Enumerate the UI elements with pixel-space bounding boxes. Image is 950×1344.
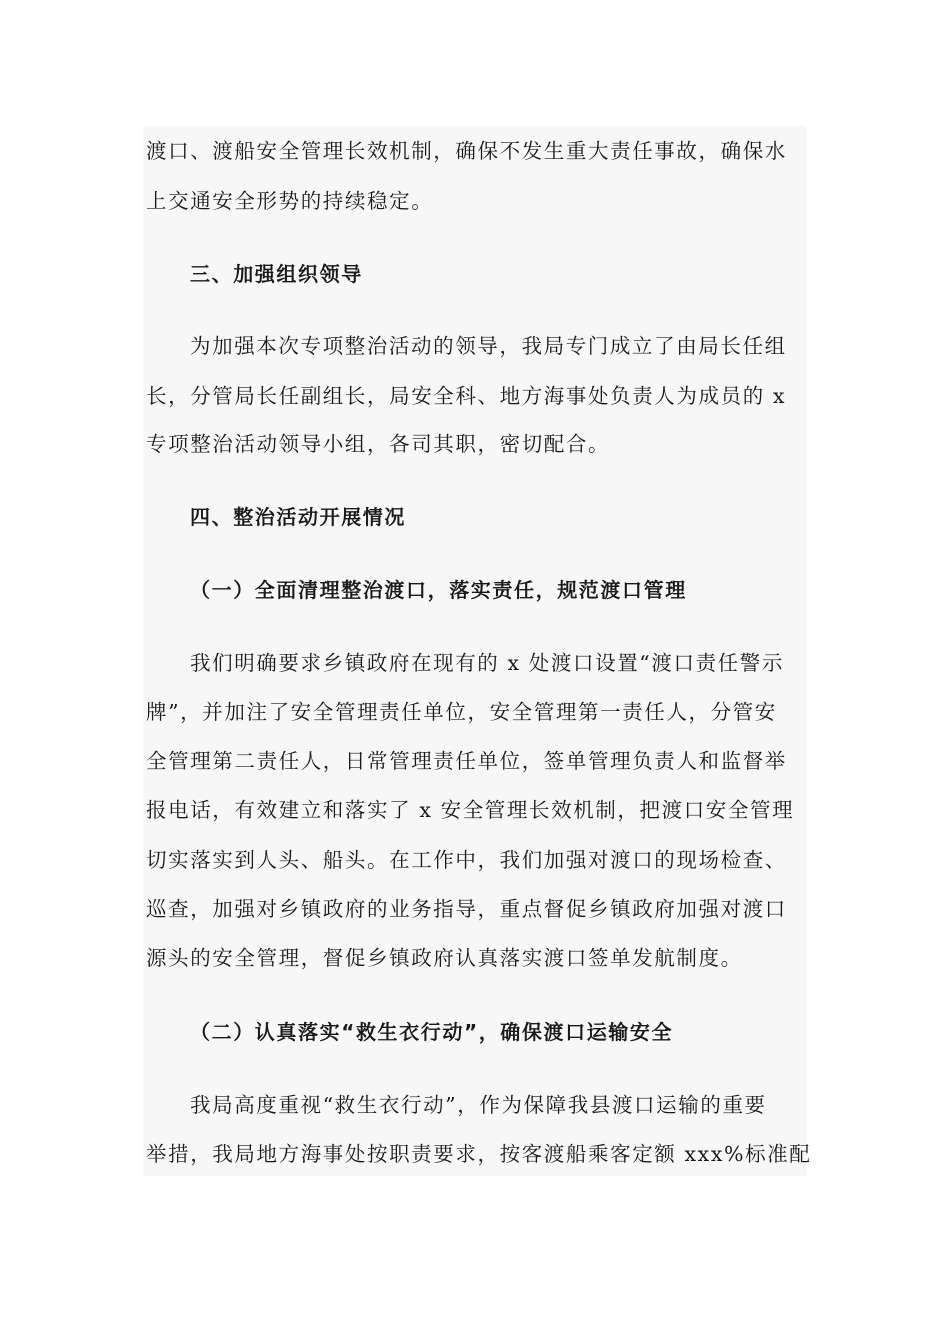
paragraph-line: 全管理第二责任人，日常管理责任单位，签单管理负责人和监督举 — [146, 749, 787, 773]
paragraph-line: 我们明确要求乡镇政府在现有的 x 处渡口设置“渡口责任警示 — [190, 651, 784, 675]
paragraph-line: 专项整治活动领导小组，各司其职，密切配合。 — [146, 432, 611, 456]
paragraph-line: 举措，我局地方海事处按职责要求，按客渡船乘客定额 xxx%标准配 — [146, 1142, 812, 1166]
paragraph-line: 巡查，加强对乡镇政府的业务指导，重点督促乡镇政府加强对渡口 — [146, 897, 787, 921]
section-heading: 四、整治活动开展情况 — [190, 505, 406, 529]
paragraph-line: 报电话，有效建立和落实了 x 安全管理长效机制，把渡口安全管理 — [146, 798, 795, 822]
subsection-heading: （二）认真落实“救生衣行动”，确保渡口运输安全 — [190, 1020, 674, 1044]
paragraph-line: 长，分管局长任副组长，局安全科、地方海事处负责人为成员的 x — [146, 384, 787, 408]
paragraph-line: 上交通安全形势的持续稳定。 — [146, 189, 434, 213]
paragraph-line: 我局高度重视“救生衣行动”，作为保障我县渡口运输的重要 — [190, 1093, 767, 1117]
paragraph-line: 牌”，并加注了安全管理责任单位，安全管理第一责任人，分管安 — [146, 700, 777, 724]
paragraph-line: 源头的安全管理，督促乡镇政府认真落实渡口签单发航制度。 — [146, 946, 743, 970]
paragraph-line: 切实落实到人头、船头。在工作中，我们加强对渡口的现场检查、 — [146, 848, 787, 872]
paragraph-line: 为加强本次专项整治活动的领导，我局专门成立了由局长任组 — [190, 334, 787, 358]
paragraph-line: 渡口、渡船安全管理长效机制，确保不发生重大责任事故，确保水 — [146, 139, 787, 163]
subsection-heading: （一）全面清理整治渡口，落实责任，规范渡口管理 — [190, 578, 687, 602]
section-heading: 三、加强组织领导 — [190, 262, 363, 286]
